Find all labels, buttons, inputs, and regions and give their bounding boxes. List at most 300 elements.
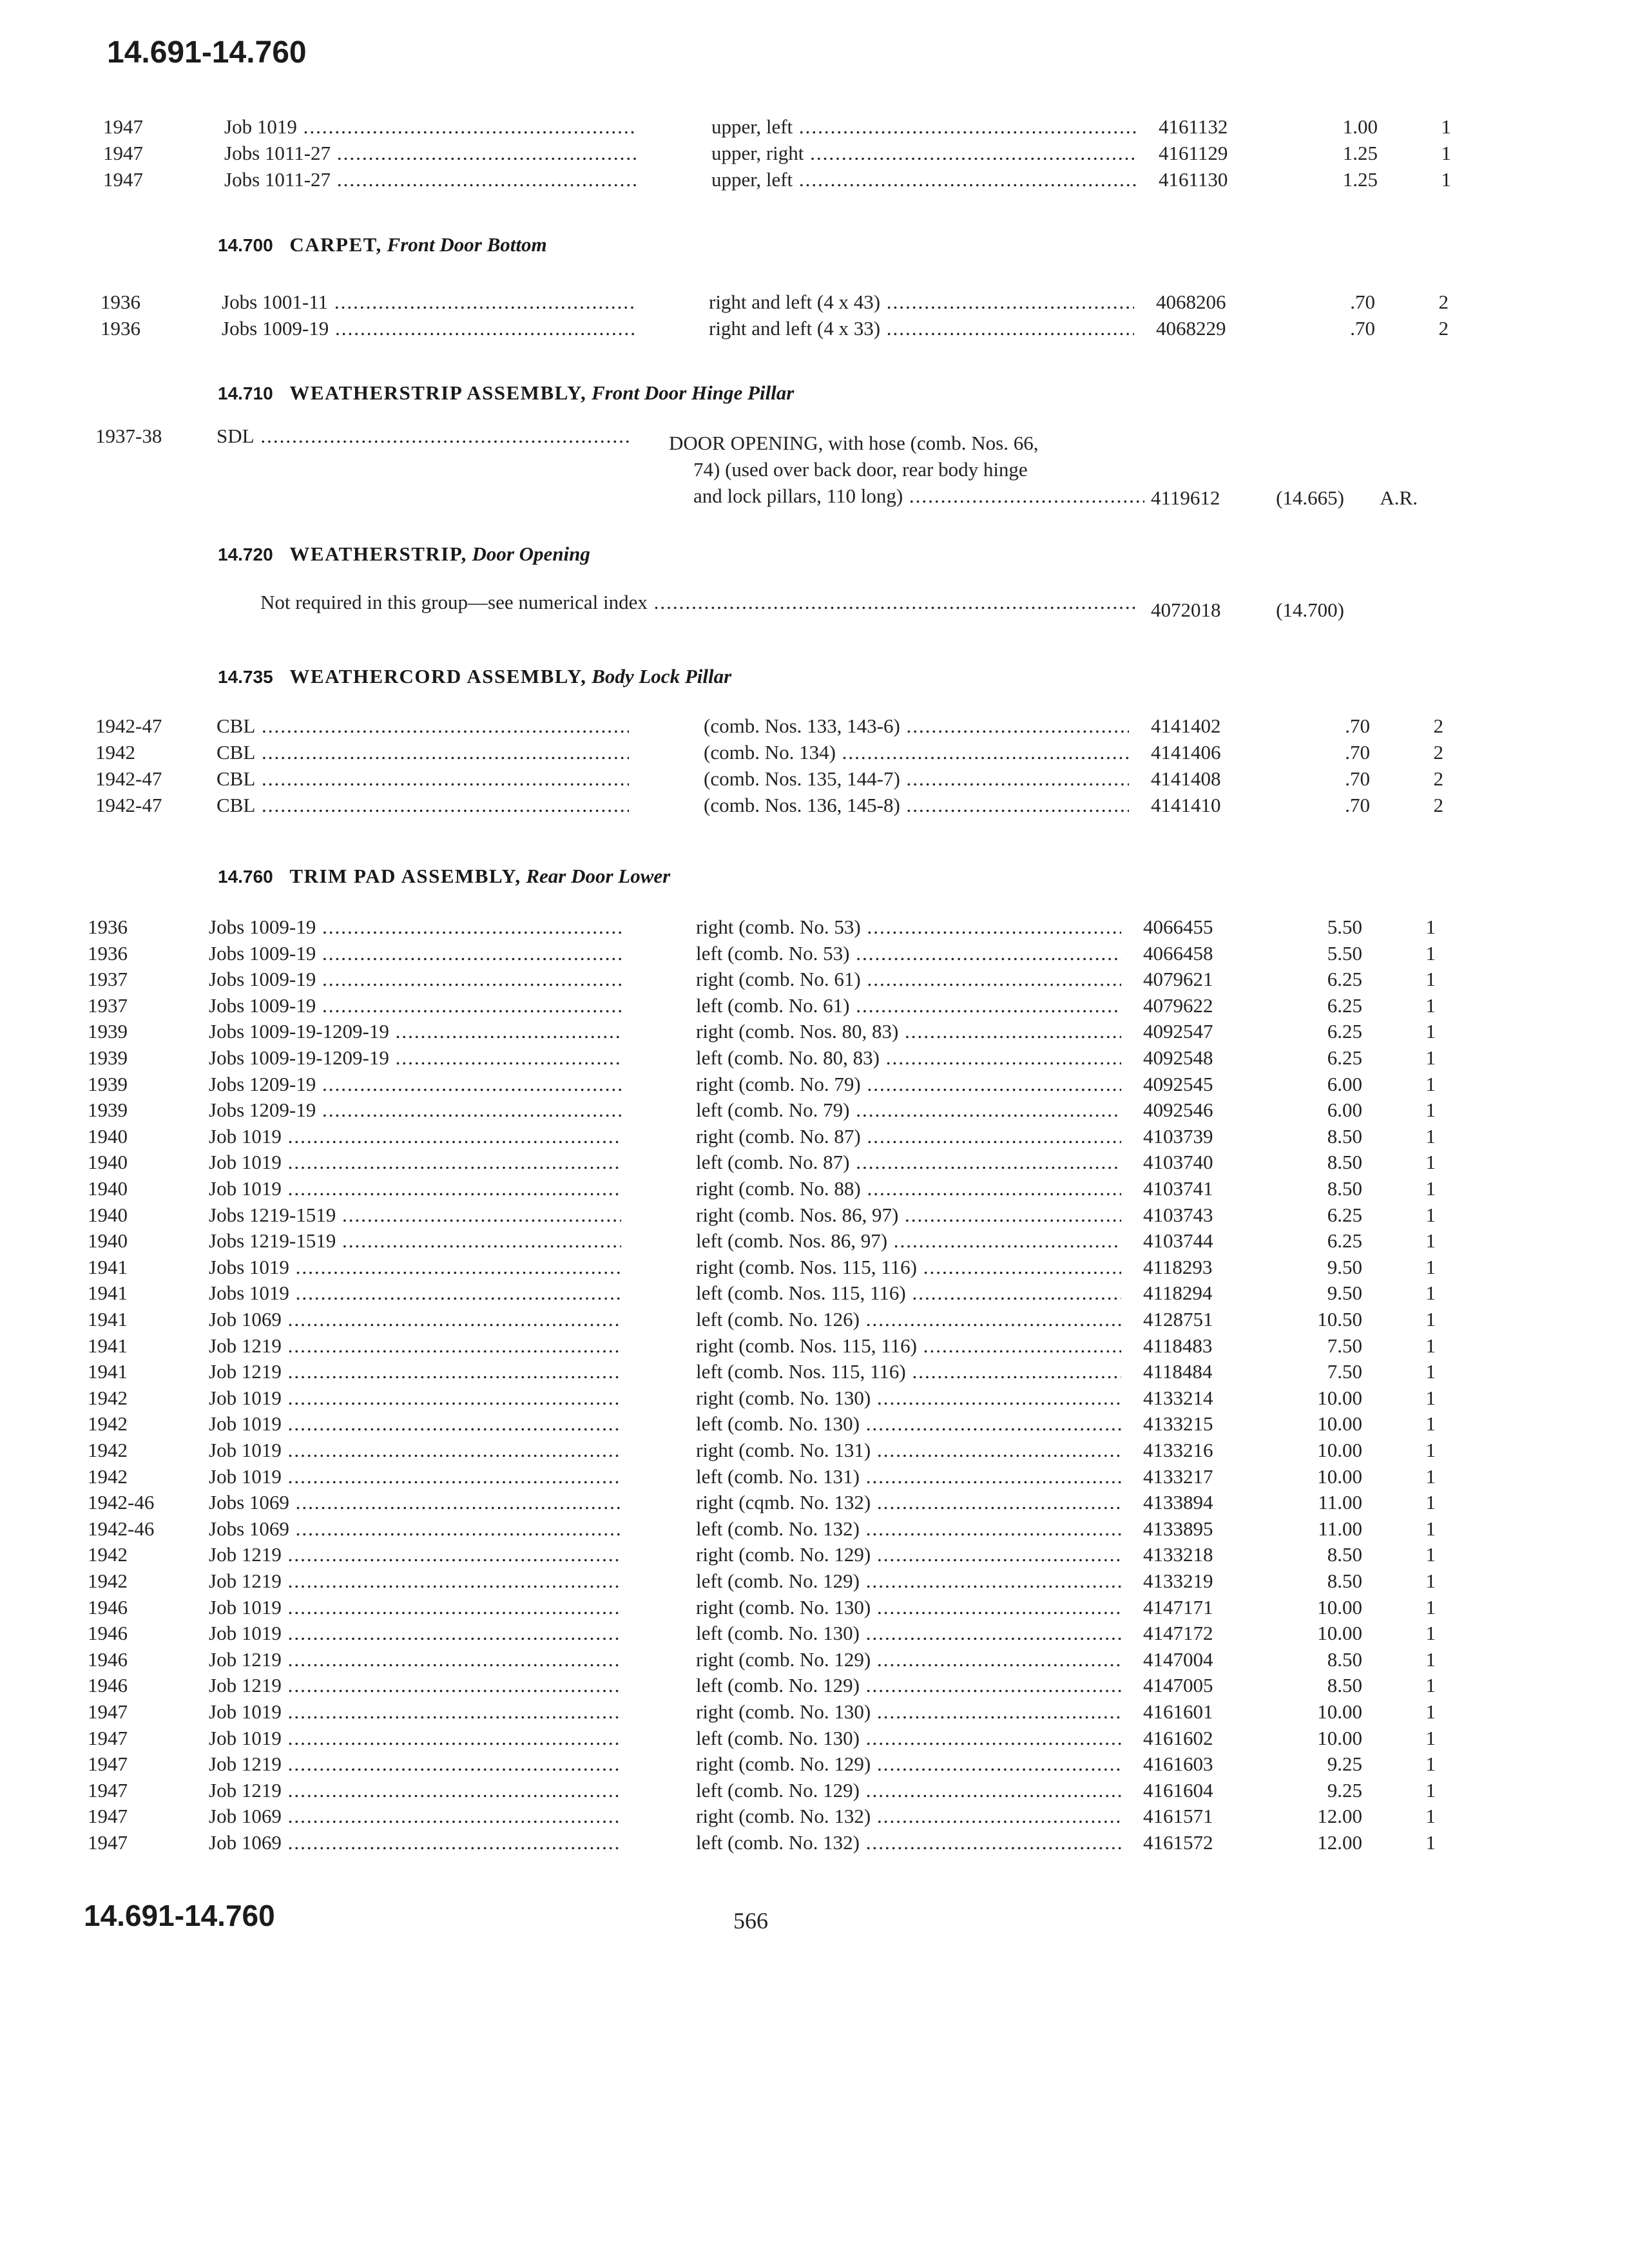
job-cell: Jobs 1009-19 ..... [209, 992, 621, 1019]
job-cell: Jobs 1219-1519 ..... [209, 1202, 621, 1228]
job-cell: Job 1019 ..... [209, 1123, 621, 1149]
description-cell: left (comb. No. 130) ..... [696, 1410, 1121, 1437]
quantity-cell: 1 [1425, 1805, 1436, 1828]
year-cell: 1942-47 [95, 715, 162, 737]
price-cell: .70 [1350, 291, 1375, 313]
year-cell: 1942 [88, 1543, 128, 1566]
table-row [0, 1306, 1621, 1332]
year-cell: 1942-47 [95, 767, 162, 790]
description-cell: left (comb. No. 132) ..... [696, 1515, 1121, 1542]
description-cell: left (comb. Nos. 115, 116) ..... [696, 1358, 1121, 1385]
part-number-cell: 4068206 [1156, 291, 1226, 313]
price-cell: 7.50 [1327, 1360, 1362, 1383]
year-cell: 1946 [88, 1648, 128, 1671]
description-cell: left (comb. No. 80, 83) ..... [696, 1044, 1121, 1071]
description-cell: (comb. Nos. 136, 145-8) ..... [704, 792, 1129, 818]
part-number-cell: 4161603 [1143, 1753, 1213, 1776]
price-cell: 8.50 [1327, 1674, 1362, 1697]
year-cell: 1942 [88, 1386, 128, 1409]
table-row [0, 1332, 1621, 1359]
job-cell: CBL ..... [217, 792, 629, 818]
table-row [0, 1202, 1621, 1228]
price-cell: 8.50 [1327, 1151, 1362, 1174]
table-row [0, 1254, 1621, 1280]
part-number-cell: 4147004 [1143, 1648, 1213, 1671]
quantity-cell: 1 [1425, 1726, 1436, 1749]
section-title [218, 233, 547, 256]
price-cell: 9.50 [1327, 1282, 1362, 1305]
year-cell: 1947 [103, 168, 143, 191]
description-cell: (comb. Nos. 133, 143-6) ..... [704, 713, 1129, 739]
part-number-cell: 4092545 [1143, 1072, 1213, 1095]
quantity-cell: 1 [1425, 1491, 1436, 1514]
year-cell: 1947 [103, 115, 143, 138]
price-cell: 10.00 [1317, 1412, 1362, 1436]
job-cell: Jobs 1219-1519 ..... [209, 1227, 621, 1254]
job-cell: Job 1019 ..... [209, 1620, 621, 1646]
section-title [218, 543, 590, 566]
part-number-cell: 4141410 [1151, 794, 1221, 816]
price-cell: 10.50 [1317, 1308, 1362, 1331]
section-number: 14.760 [218, 867, 273, 887]
description-cell: right (cqmb. No. 132) ..... [696, 1489, 1121, 1515]
job-cell: CBL ..... [217, 739, 629, 765]
section-title-caps: WEATHERCORD ASSEMBLY, [289, 665, 587, 687]
part-number-cell: 4092546 [1143, 1099, 1213, 1122]
description-cell: left (comb. Nos. 86, 97) ..... [696, 1227, 1121, 1254]
job-cell: Job 1219 ..... [209, 1568, 621, 1594]
page-footer-range: 14.691-14.760 [84, 1899, 275, 1932]
description-cell: left (comb. No. 61) ..... [696, 992, 1121, 1019]
quantity-cell: 1 [1425, 1203, 1436, 1226]
page-number: 566 [733, 1908, 768, 1934]
part-number-cell: 4141406 [1151, 741, 1221, 764]
quantity-cell: 1 [1425, 1177, 1436, 1200]
description-cell: right (comb. Nos. 115, 116) ..... [696, 1254, 1121, 1280]
price-cell: 8.50 [1327, 1124, 1362, 1148]
description-cell: left (comb. No. 131) ..... [696, 1463, 1121, 1490]
part-number-cell: 4133895 [1143, 1517, 1213, 1540]
description-cell: right (comb. No. 79) ..... [696, 1071, 1121, 1097]
quantity-cell: 1 [1425, 994, 1436, 1017]
quantity-cell: 1 [1425, 1517, 1436, 1540]
price-cell: 10.00 [1317, 1595, 1362, 1619]
job-cell: Jobs 1009-19 ..... [222, 315, 634, 341]
job-cell: CBL ..... [217, 713, 629, 739]
table-row [0, 1489, 1621, 1515]
section-title-caps: CARPET, [289, 233, 382, 256]
quantity-cell: 1 [1425, 1831, 1436, 1854]
year-cell: 1940 [88, 1151, 128, 1174]
job-cell: Job 1019 ..... [209, 1698, 621, 1725]
job-cell: Jobs 1069 ..... [209, 1515, 621, 1542]
part-number-cell: 4141402 [1151, 715, 1221, 737]
part-number-cell: 4161571 [1143, 1805, 1213, 1828]
year-cell: 1947 [88, 1726, 128, 1749]
year-cell: 1937 [88, 994, 128, 1017]
price-cell: 8.50 [1327, 1177, 1362, 1200]
quantity-cell: 1 [1425, 1465, 1436, 1488]
part-number-cell: 4141408 [1151, 767, 1221, 790]
description-cell: left (comb. Nos. 115, 116) ..... [696, 1280, 1121, 1306]
price-cell: 10.00 [1317, 1465, 1362, 1488]
table-row [0, 1541, 1621, 1568]
section-number: 14.700 [218, 235, 273, 255]
description-cell: left (comb. No. 79) ..... [696, 1097, 1121, 1123]
part-number-cell: 4092547 [1143, 1020, 1213, 1043]
description-cell: (comb. Nos. 135, 144-7) ..... [704, 765, 1129, 792]
part-number-cell: 4118484 [1143, 1360, 1213, 1383]
description-cell: left (comb. No. 129) ..... [696, 1672, 1121, 1698]
job-cell: Job 1219 ..... [209, 1541, 621, 1568]
part-number-cell: 4161132 [1159, 115, 1228, 138]
table-row [0, 1463, 1621, 1490]
table-row [0, 485, 1629, 511]
year-cell: 1942-46 [88, 1517, 155, 1540]
quantity-cell: 1 [1425, 1046, 1436, 1069]
job-cell: Jobs 1019 ..... [209, 1280, 621, 1306]
price-cell: 9.50 [1327, 1255, 1362, 1278]
part-number-cell: 4066458 [1143, 941, 1213, 965]
part-number-cell: 4161572 [1143, 1831, 1213, 1854]
quantity-cell: 1 [1425, 1308, 1436, 1331]
section-title-caps: TRIM PAD ASSEMBLY, [289, 865, 521, 887]
table-row [0, 1358, 1621, 1385]
description-cell: right (comb. No. 53) ..... [696, 914, 1121, 940]
description-cell: left (comb. No. 129) ..... [696, 1568, 1121, 1594]
quantity-cell: 1 [1425, 1229, 1436, 1253]
year-cell: 1941 [88, 1360, 128, 1383]
table-row [0, 1725, 1621, 1751]
description-cell: left (comb. No. 130) ..... [696, 1620, 1121, 1646]
table-row [8, 140, 1629, 166]
description-cell: right and left (4 x 43) ..... [709, 289, 1134, 315]
price-cell: 6.25 [1327, 1203, 1362, 1226]
year-cell: 1941 [88, 1282, 128, 1305]
part-number-cell: 4092548 [1143, 1046, 1213, 1069]
year-cell: 1946 [88, 1674, 128, 1697]
job-cell: SDL ..... [217, 423, 629, 449]
description-cell: right (comb. No. 132) ..... [696, 1803, 1121, 1829]
quantity-cell: 1 [1425, 1595, 1436, 1619]
year-cell: 1947 [103, 142, 143, 164]
table-row [0, 1410, 1621, 1437]
year-cell: 1942-47 [95, 794, 162, 816]
table-row [0, 1620, 1621, 1646]
price-cell: 1.00 [1342, 115, 1378, 138]
description-cell: left (comb. No. 130) ..... [696, 1725, 1121, 1751]
price-cell: .70 [1345, 767, 1370, 790]
quantity-cell: 1 [1425, 1648, 1436, 1671]
year-cell: 1947 [88, 1778, 128, 1802]
price-cell: 10.00 [1317, 1726, 1362, 1749]
year-cell: 1942 [88, 1570, 128, 1592]
table-row [0, 765, 1629, 792]
job-cell: Job 1019 ..... [209, 1175, 621, 1202]
job-cell: Job 1069 ..... [209, 1306, 621, 1332]
price-cell: 10.00 [1317, 1622, 1362, 1645]
quantity-cell: 1 [1425, 1674, 1436, 1697]
year-cell: 1941 [88, 1334, 128, 1357]
description-cell: upper, left ..... [711, 113, 1137, 140]
quantity-cell: 1 [1425, 1439, 1436, 1461]
description-cell: right (comb. No. 130) ..... [696, 1594, 1121, 1620]
quantity-cell: 2 [1433, 794, 1443, 816]
table-row [0, 1829, 1621, 1856]
table-row [0, 966, 1621, 992]
table-row [0, 1568, 1621, 1594]
job-cell: Jobs 1009-19 ..... [209, 966, 621, 992]
table-row [5, 289, 1629, 315]
price-cell: 10.00 [1317, 1386, 1362, 1409]
quantity-cell: 1 [1425, 1124, 1436, 1148]
year-cell: 1947 [88, 1805, 128, 1828]
part-number-cell: 4103741 [1143, 1177, 1213, 1200]
job-cell: Job 1019 ..... [209, 1725, 621, 1751]
price-cell: 9.25 [1327, 1753, 1362, 1776]
section-title [218, 665, 731, 688]
year-cell: 1942 [88, 1412, 128, 1436]
quantity-cell: 1 [1441, 142, 1451, 164]
quantity-cell: 1 [1425, 1753, 1436, 1776]
table-row [0, 1149, 1621, 1175]
description-cell: (comb. No. 134) ..... [704, 739, 1129, 765]
table-row [5, 315, 1629, 341]
price-cell: (14.665) [1276, 486, 1344, 509]
price-cell: 10.00 [1317, 1700, 1362, 1723]
job-cell: Job 1219 ..... [209, 1777, 621, 1803]
year-cell: 1939 [88, 1099, 128, 1122]
quantity-cell: 1 [1425, 968, 1436, 991]
price-cell: 12.00 [1317, 1805, 1362, 1828]
table-row [0, 1227, 1621, 1254]
quantity-cell: A.R. [1380, 486, 1418, 509]
part-number-cell: 4068229 [1156, 317, 1226, 340]
price-cell: .70 [1350, 317, 1375, 340]
quantity-cell: 1 [1425, 1700, 1436, 1723]
section-title-rest: Front Door Hinge Pillar [592, 381, 795, 404]
table-row [0, 1751, 1621, 1777]
quantity-cell: 1 [1425, 1543, 1436, 1566]
job-cell: Job 1219 ..... [209, 1332, 621, 1359]
table-row [0, 914, 1621, 940]
table-row [0, 1071, 1621, 1097]
price-cell: 11.00 [1318, 1491, 1362, 1514]
job-cell: Jobs 1209-19 ..... [209, 1097, 621, 1123]
year-cell: 1942-46 [88, 1491, 155, 1514]
part-number-cell: 4103743 [1143, 1203, 1213, 1226]
quantity-cell: 1 [1425, 1386, 1436, 1409]
table-row [0, 1123, 1621, 1149]
description-cell: upper, right ..... [711, 140, 1137, 166]
section-title-rest: Front Door Bottom [387, 233, 547, 256]
price-cell: 5.50 [1327, 941, 1362, 965]
year-cell: 1936 [101, 317, 140, 340]
job-cell: Jobs 1011-27 ..... [224, 166, 637, 193]
year-cell: 1941 [88, 1255, 128, 1278]
section-title-rest: Body Lock Pillar [592, 665, 732, 687]
price-cell: 8.50 [1327, 1570, 1362, 1592]
job-cell: Job 1019 ..... [224, 113, 637, 140]
table-row [8, 166, 1629, 193]
section-number: 14.720 [218, 544, 273, 564]
year-cell: 1939 [88, 1046, 128, 1069]
table-row [0, 1385, 1621, 1411]
part-number-cell: 4118294 [1143, 1282, 1213, 1305]
part-number-cell: 4133219 [1143, 1570, 1213, 1592]
job-cell: Jobs 1009-19-1209-19 ..... [209, 1018, 621, 1044]
page-header-range: 14.691-14.760 [107, 35, 307, 70]
part-number-cell: 4128751 [1143, 1308, 1213, 1331]
job-cell: Job 1069 ..... [209, 1829, 621, 1856]
job-cell: Jobs 1069 ..... [209, 1489, 621, 1515]
part-number-cell: 4133894 [1143, 1491, 1213, 1514]
job-cell: Jobs 1209-19 ..... [209, 1071, 621, 1097]
quantity-cell: 1 [1425, 1412, 1436, 1436]
job-cell: Jobs 1009-19-1209-19 ..... [209, 1044, 621, 1071]
part-number-cell: 4079622 [1143, 994, 1213, 1017]
year-cell: 1940 [88, 1124, 128, 1148]
table-row [0, 1803, 1621, 1829]
job-cell: Jobs 1019 ..... [209, 1254, 621, 1280]
section-title [218, 381, 794, 405]
part-number-cell: 4103744 [1143, 1229, 1213, 1253]
part-number-cell: 4133216 [1143, 1439, 1213, 1461]
price-cell: (14.700) [1276, 599, 1344, 621]
part-number-cell: 4119612 [1151, 486, 1220, 509]
quantity-cell: 1 [1441, 115, 1451, 138]
description-line: and lock pillars, 110 long) ..... [693, 483, 1144, 509]
description-cell: right (comb. No. 61) ..... [696, 966, 1121, 992]
table-row [0, 792, 1629, 818]
quantity-cell: 2 [1433, 715, 1443, 737]
quantity-cell: 1 [1425, 1570, 1436, 1592]
job-cell: Jobs 1001-11 ..... [222, 289, 634, 315]
year-cell: 1940 [88, 1203, 128, 1226]
price-cell: 8.50 [1327, 1648, 1362, 1671]
price-cell: .70 [1345, 741, 1370, 764]
quantity-cell: 1 [1425, 1778, 1436, 1802]
price-cell: 7.50 [1327, 1334, 1362, 1357]
table-row [0, 1698, 1621, 1725]
job-cell: Jobs 1009-19 ..... [209, 914, 621, 940]
price-cell: 9.25 [1327, 1778, 1362, 1802]
table-row [0, 1594, 1621, 1620]
table-row [0, 1097, 1621, 1123]
part-number-cell: 4103740 [1143, 1151, 1213, 1174]
part-number-cell: 4118293 [1143, 1255, 1213, 1278]
part-number-cell: 4147172 [1143, 1622, 1213, 1645]
year-cell: 1946 [88, 1622, 128, 1645]
table-row [0, 1018, 1621, 1044]
job-cell: Job 1219 ..... [209, 1646, 621, 1673]
quantity-cell: 1 [1425, 1072, 1436, 1095]
price-cell: 6.25 [1327, 1046, 1362, 1069]
price-cell: 5.50 [1327, 916, 1362, 938]
description-line: DOOR OPENING, with hose (comb. Nos. 66, [669, 432, 1039, 454]
quantity-cell: 1 [1425, 1360, 1436, 1383]
description-line: 74) (used over back door, rear body hinge [693, 458, 1028, 481]
part-number-cell: 4079621 [1143, 968, 1213, 991]
section-title-caps: WEATHERSTRIP ASSEMBLY, [289, 381, 587, 404]
price-cell: 6.25 [1327, 994, 1362, 1017]
price-cell: 6.25 [1327, 968, 1362, 991]
table-row [0, 1044, 1621, 1071]
description-cell: left (comb. No. 87) ..... [696, 1149, 1121, 1175]
price-cell: 8.50 [1327, 1543, 1362, 1566]
quantity-cell: 1 [1425, 1020, 1436, 1043]
description-cell: right (comb. No. 129) ..... [696, 1751, 1121, 1777]
table-row [0, 739, 1629, 765]
description-cell: right (comb. No. 87) ..... [696, 1123, 1121, 1149]
part-number-cell: 4161604 [1143, 1778, 1213, 1802]
price-cell: 1.25 [1342, 142, 1378, 164]
year-cell: 1942 [88, 1439, 128, 1461]
section-title [218, 865, 670, 888]
part-number-cell: 4161130 [1159, 168, 1228, 191]
job-cell: CBL ..... [217, 765, 629, 792]
year-cell: 1947 [88, 1700, 128, 1723]
part-number-cell: 4118483 [1143, 1334, 1213, 1357]
quantity-cell: 2 [1438, 317, 1449, 340]
table-row [0, 940, 1621, 966]
part-number-cell: 4072018 [1151, 599, 1221, 621]
year-cell: 1942 [95, 741, 135, 764]
description-cell: right (comb. No. 130) ..... [696, 1698, 1121, 1725]
description-cell: right (comb. No. 129) ..... [696, 1541, 1121, 1568]
job-cell: Job 1019 ..... [209, 1594, 621, 1620]
price-cell: .70 [1345, 715, 1370, 737]
table-row [0, 1515, 1621, 1542]
quantity-cell: 2 [1438, 291, 1449, 313]
quantity-cell: 1 [1425, 1282, 1436, 1305]
year-cell: 1936 [101, 291, 140, 313]
job-cell: Job 1069 ..... [209, 1803, 621, 1829]
year-cell: 1942 [88, 1465, 128, 1488]
job-cell: Job 1219 ..... [209, 1672, 621, 1698]
part-number-cell: 4133215 [1143, 1412, 1213, 1436]
year-cell: 1940 [88, 1229, 128, 1253]
section-title-caps: WEATHERSTRIP, [289, 543, 467, 565]
description-cell: left (comb. No. 126) ..... [696, 1306, 1121, 1332]
part-number-cell: 4161602 [1143, 1726, 1213, 1749]
year-cell: 1940 [88, 1177, 128, 1200]
description-cell: right and left (4 x 33) ..... [709, 315, 1134, 341]
year-cell: 1947 [88, 1753, 128, 1776]
description-cell: left (comb. No. 132) ..... [696, 1829, 1121, 1856]
table-row [0, 992, 1621, 1019]
price-cell: 6.00 [1327, 1099, 1362, 1122]
part-number-cell: 4161601 [1143, 1700, 1213, 1723]
quantity-cell: 2 [1433, 767, 1443, 790]
part-number-cell: 4133214 [1143, 1386, 1213, 1409]
job-cell: Job 1019 ..... [209, 1385, 621, 1411]
part-number-cell: 4161129 [1159, 142, 1228, 164]
description-cell: left (comb. No. 53) ..... [696, 940, 1121, 966]
job-cell: Job 1019 ..... [209, 1410, 621, 1437]
table-row [0, 1777, 1621, 1803]
price-cell: 6.25 [1327, 1229, 1362, 1253]
quantity-cell: 2 [1433, 741, 1443, 764]
table-row [0, 589, 1629, 621]
table-row [0, 1280, 1621, 1306]
table-row [8, 113, 1629, 140]
part-number-cell: 4147005 [1143, 1674, 1213, 1697]
part-number-cell: 4133218 [1143, 1543, 1213, 1566]
part-number-cell: 4066455 [1143, 916, 1213, 938]
table-row [0, 1646, 1621, 1673]
quantity-cell: 1 [1425, 1334, 1436, 1357]
